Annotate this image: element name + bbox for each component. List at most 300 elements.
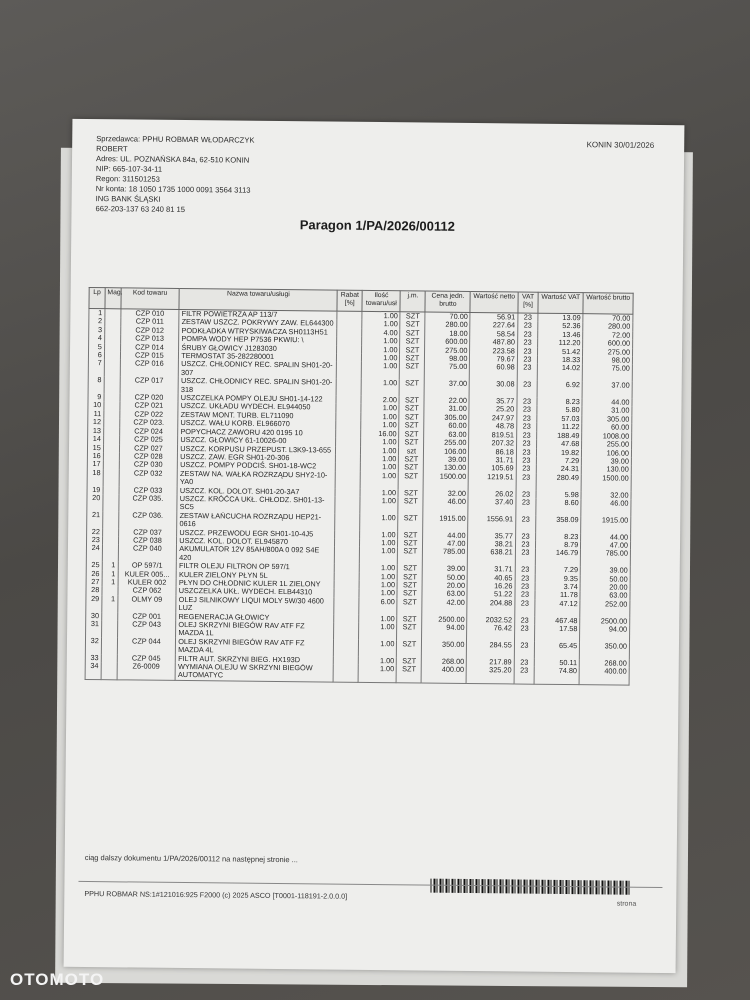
row-vat-value: 358.09 bbox=[536, 515, 581, 532]
row-price: 22.00 bbox=[424, 397, 469, 406]
row-mag bbox=[104, 410, 120, 419]
row-lp: 4 bbox=[89, 334, 105, 343]
row-vat-value: 18.33 bbox=[538, 356, 583, 365]
row-rabat bbox=[335, 547, 360, 564]
row-code: CZP 020 bbox=[120, 393, 179, 402]
row-rabat bbox=[336, 463, 361, 472]
row-price: 1915.00 bbox=[423, 514, 468, 531]
row-net: 35.77 bbox=[469, 397, 516, 406]
row-vat-value: 57.03 bbox=[537, 415, 582, 424]
row-mag bbox=[104, 360, 120, 377]
row-unit: SZT bbox=[397, 615, 422, 624]
row-lp: 25 bbox=[86, 561, 102, 570]
row-rabat bbox=[335, 497, 360, 514]
row-vat-value: 8.23 bbox=[537, 398, 582, 407]
row-mag bbox=[102, 528, 118, 537]
row-mag: 1 bbox=[102, 561, 118, 570]
row-qty: 1.00 bbox=[361, 404, 399, 413]
row-name: USZCZ. UKŁADU WYDECH. EL944050 bbox=[178, 402, 336, 412]
row-name: USZCZ. KOL. DOLOT. EL945870 bbox=[177, 537, 335, 547]
row-gross: 268.00 bbox=[580, 659, 630, 668]
row-name: USZCZ. CHŁODNICY REC. SPALIN SH01-20-318 bbox=[178, 377, 336, 395]
row-unit: SZT bbox=[399, 472, 424, 489]
row-mag bbox=[103, 494, 119, 511]
row-vat: 23 bbox=[518, 322, 538, 331]
row-lp: 18 bbox=[87, 469, 103, 486]
row-code: CZP 017 bbox=[120, 377, 179, 394]
row-price: 32.00 bbox=[423, 489, 468, 498]
row-vat-value: 14.02 bbox=[537, 364, 582, 381]
row-qty: 1.00 bbox=[362, 345, 400, 354]
row-price: 20.00 bbox=[422, 582, 467, 591]
row-lp: 33 bbox=[85, 654, 101, 663]
items-table bbox=[85, 287, 634, 686]
row-code: CZP 033 bbox=[119, 486, 178, 495]
row-gross: 400.00 bbox=[579, 667, 629, 685]
row-unit: SZT bbox=[398, 514, 423, 531]
row-vat: 23 bbox=[517, 414, 537, 423]
row-vat-value: 50.11 bbox=[534, 658, 579, 667]
row-unit: SZT bbox=[400, 329, 425, 338]
row-mag bbox=[103, 452, 119, 461]
row-name: USZCZELKA UKŁ. WYDECH. ELB44310 bbox=[176, 587, 334, 597]
row-net: 217.89 bbox=[467, 658, 514, 667]
seller-line: Regon: 311501253 bbox=[95, 174, 160, 184]
row-lp: 5 bbox=[89, 343, 105, 352]
row-price: 42.00 bbox=[422, 598, 467, 615]
row-vat: 23 bbox=[517, 364, 537, 381]
row-rabat bbox=[337, 328, 362, 337]
row-vat: 23 bbox=[514, 641, 534, 658]
row-gross: 31.00 bbox=[582, 407, 632, 416]
row-name: USZCZ. ZAW. EGR SH01-20-306 bbox=[178, 453, 336, 463]
row-name: FILTR POWIETRZA AP 113/7 bbox=[179, 309, 337, 320]
row-gross: 47.00 bbox=[581, 541, 631, 550]
row-code: CZP 040 bbox=[118, 545, 177, 562]
row-rabat bbox=[337, 311, 362, 320]
row-qty: 1.00 bbox=[359, 589, 397, 598]
row-rabat bbox=[333, 665, 358, 683]
row-qty: 1.00 bbox=[360, 463, 398, 472]
row-mag bbox=[104, 326, 120, 335]
row-qty: 1.00 bbox=[362, 354, 400, 363]
row-price: 94.00 bbox=[422, 624, 467, 641]
row-code: CZP 037 bbox=[118, 528, 177, 537]
row-net: 16.26 bbox=[467, 582, 514, 591]
col-header-code: Kod towaru bbox=[121, 288, 180, 310]
row-mag bbox=[105, 309, 121, 318]
row-name: OLEJ SKRZYNI BIEGÓW RAV ATF FZ MAZDA 1L bbox=[176, 621, 334, 639]
row-mag bbox=[105, 318, 121, 327]
row-lp: 13 bbox=[88, 427, 104, 436]
row-lp: 8 bbox=[88, 376, 104, 393]
row-code: CZP 015 bbox=[120, 351, 179, 360]
row-net: 86.18 bbox=[469, 447, 516, 456]
row-net: 30.08 bbox=[470, 380, 518, 397]
row-price: 400.00 bbox=[421, 666, 466, 684]
row-net: 37.40 bbox=[468, 498, 516, 515]
row-code: CZP 012 bbox=[120, 326, 179, 335]
row-mag bbox=[104, 393, 120, 402]
row-qty: 16.00 bbox=[361, 430, 399, 439]
row-qty: 1.00 bbox=[362, 311, 400, 320]
document-date: KONIN 30/01/2026 bbox=[586, 140, 655, 150]
row-gross: 1915.00 bbox=[581, 516, 631, 533]
row-mag: 1 bbox=[102, 570, 118, 579]
row-unit: SZT bbox=[399, 396, 424, 405]
row-gross: 98.00 bbox=[583, 356, 633, 365]
row-vat: 23 bbox=[516, 473, 536, 490]
row-qty: 1.00 bbox=[361, 362, 400, 379]
row-qty: 1.00 bbox=[360, 539, 398, 548]
row-mag bbox=[103, 435, 119, 444]
row-vat: 23 bbox=[515, 574, 535, 583]
row-rabat bbox=[335, 513, 360, 530]
row-net: 105.69 bbox=[469, 464, 516, 473]
row-code: CZP 025 bbox=[119, 435, 178, 444]
row-price: 46.00 bbox=[423, 497, 468, 514]
row-gross: 275.00 bbox=[583, 348, 633, 357]
row-net: 638.21 bbox=[468, 548, 516, 565]
row-lp: 26 bbox=[86, 570, 102, 579]
row-vat-value: 19.82 bbox=[537, 448, 582, 457]
row-rabat bbox=[334, 639, 359, 656]
row-vat-value: 11.78 bbox=[535, 591, 580, 600]
row-mag bbox=[102, 536, 118, 545]
row-vat-value: 8.60 bbox=[536, 499, 581, 516]
row-net: 76.42 bbox=[467, 624, 515, 641]
row-rabat bbox=[335, 539, 360, 548]
row-qty: 1.00 bbox=[358, 665, 397, 683]
row-gross: 1500.00 bbox=[581, 474, 631, 491]
row-net: 247.97 bbox=[469, 414, 516, 423]
row-lp: 14 bbox=[88, 435, 104, 444]
row-gross: 75.00 bbox=[583, 365, 633, 382]
row-name: ZESTAW MONT. TURB. EL711090 bbox=[178, 411, 336, 421]
row-gross: 94.00 bbox=[580, 625, 630, 642]
row-net: 26.02 bbox=[468, 490, 515, 499]
row-vat-value: 52.36 bbox=[538, 322, 583, 331]
row-code: CZP 027 bbox=[119, 444, 178, 453]
col-header-vat: VAT [%] bbox=[518, 292, 539, 313]
row-gross: 39.00 bbox=[582, 457, 632, 466]
row-rabat bbox=[337, 320, 362, 329]
row-qty: 1.00 bbox=[359, 564, 397, 573]
row-gross: 20.00 bbox=[580, 583, 630, 592]
row-mag: 1 bbox=[102, 578, 118, 587]
row-unit: SZT bbox=[400, 363, 425, 380]
row-code: CZP 001 bbox=[117, 612, 176, 621]
row-rabat bbox=[335, 471, 360, 488]
row-qty: 1.00 bbox=[361, 421, 399, 430]
row-gross: 44.00 bbox=[581, 533, 631, 542]
row-mag bbox=[101, 654, 117, 663]
col-header-name: Nazwa towaru/usługi bbox=[179, 288, 337, 311]
row-gross: 70.00 bbox=[583, 314, 633, 323]
row-name: ZESTAW NA. WAŁKA ROZRZĄDU SHY2-10-YA0 bbox=[177, 470, 335, 488]
row-lp: 2 bbox=[89, 317, 105, 326]
row-unit: SZT bbox=[397, 623, 422, 640]
row-qty: 1.00 bbox=[360, 455, 398, 464]
row-net: 223.58 bbox=[470, 347, 517, 356]
col-header-lp: Lp bbox=[89, 288, 105, 309]
row-name: USZCZ. KOL. DOLOT. SH01-20-3A7 bbox=[177, 486, 335, 496]
row-name: USZCZ. WAŁU KORB. EL966070 bbox=[178, 419, 336, 429]
row-rabat bbox=[336, 379, 361, 396]
row-qty: 1.00 bbox=[359, 623, 398, 640]
row-vat: 23 bbox=[517, 347, 537, 356]
row-name: USZCZ. KORPUSU PRZEPUST. L3K9-13-655 bbox=[178, 444, 336, 454]
row-gross: 39.00 bbox=[580, 566, 630, 575]
row-name: ZESTAW USZCZ. POKRYWY ZAW. EL644300 bbox=[179, 318, 337, 328]
row-name: PODKŁADKA WTRYSKIWACZA SH0113H51 bbox=[179, 327, 337, 337]
row-price: 18.00 bbox=[425, 329, 470, 338]
row-rabat bbox=[337, 345, 362, 354]
row-mag bbox=[103, 444, 119, 453]
seller-line: Sprzedawca: PPHU ROBMAR WŁODARCZYK bbox=[96, 134, 255, 145]
row-gross: 350.00 bbox=[580, 642, 630, 659]
col-header-rabat: Rabat [%] bbox=[337, 290, 362, 311]
row-rabat bbox=[336, 412, 361, 421]
row-net: 227.64 bbox=[470, 321, 517, 330]
row-gross: 280.00 bbox=[583, 323, 633, 332]
row-rabat bbox=[335, 530, 360, 539]
row-price: 50.00 bbox=[422, 573, 467, 582]
row-price: 47.00 bbox=[423, 539, 468, 548]
row-price: 785.00 bbox=[423, 548, 468, 565]
row-code: CZP 043 bbox=[117, 620, 176, 637]
row-qty: 1.00 bbox=[359, 572, 397, 581]
row-vat: 23 bbox=[515, 616, 535, 625]
row-code: KULER 005... bbox=[118, 570, 177, 579]
row-code: CZP 062 bbox=[118, 587, 177, 596]
row-gross: 32.00 bbox=[581, 491, 631, 500]
row-vat-value: 47.12 bbox=[535, 600, 580, 617]
seller-line: Adres: UL. POZNAŃSKA 84a, 62-510 KONIN bbox=[95, 154, 250, 165]
row-vat: 23 bbox=[518, 313, 538, 322]
row-code: CZP 032 bbox=[119, 469, 178, 486]
row-unit: SZT bbox=[399, 405, 424, 414]
row-rabat bbox=[336, 438, 361, 447]
row-mag bbox=[103, 427, 119, 436]
row-rabat bbox=[334, 623, 359, 640]
seller-line: ROBERT bbox=[96, 144, 128, 154]
row-vat-value: 47.68 bbox=[537, 440, 582, 449]
row-lp: 7 bbox=[88, 359, 104, 376]
row-vat: 23 bbox=[515, 515, 535, 532]
row-qty: 1.00 bbox=[360, 514, 399, 531]
row-net: 819.51 bbox=[469, 431, 516, 440]
row-mag bbox=[104, 343, 120, 352]
row-rabat bbox=[336, 455, 361, 464]
row-gross: 1008.00 bbox=[582, 432, 632, 441]
row-mag bbox=[101, 637, 117, 654]
row-rabat bbox=[334, 656, 359, 665]
row-rabat bbox=[334, 614, 359, 623]
program-info: PPHU ROBMAR NS:1#121016:925 F2000 (c) 2025 ASCO [T0001-118191-2.0.0.0] bbox=[84, 888, 348, 901]
row-gross: 44.00 bbox=[582, 398, 632, 407]
row-vat: 23 bbox=[516, 456, 536, 465]
row-lp: 21 bbox=[87, 511, 103, 528]
row-vat-value: 17.58 bbox=[535, 625, 580, 642]
row-vat: 23 bbox=[515, 540, 535, 549]
row-unit: SZT bbox=[397, 598, 422, 615]
row-vat: 23 bbox=[516, 498, 536, 515]
row-qty: 1.00 bbox=[358, 640, 397, 657]
row-mag bbox=[104, 418, 120, 427]
row-vat-value: 7.29 bbox=[535, 566, 580, 575]
row-rabat bbox=[335, 564, 360, 573]
row-vat: 23 bbox=[515, 582, 535, 591]
row-qty: 1.00 bbox=[361, 446, 399, 455]
row-vat-value: 13.46 bbox=[538, 331, 583, 340]
row-name: FILTR OLEJU FILTRON OP 597/1 bbox=[177, 562, 335, 572]
row-qty: 1.00 bbox=[360, 497, 399, 514]
row-lp: 6 bbox=[88, 351, 104, 360]
row-vat-value: 11.22 bbox=[537, 423, 582, 432]
row-lp: 11 bbox=[88, 410, 104, 419]
seller-line: 662-203-137 63 240 81 15 bbox=[95, 204, 186, 215]
row-mag bbox=[102, 612, 118, 621]
row-lp: 3 bbox=[89, 326, 105, 335]
row-code: CZP 021 bbox=[120, 402, 179, 411]
seller-line: ING BANK ŚLĄSKI bbox=[95, 194, 161, 204]
row-net: 60.98 bbox=[470, 363, 518, 380]
row-qty: 1.00 bbox=[359, 614, 397, 623]
row-mag bbox=[103, 469, 119, 486]
row-lp: 10 bbox=[88, 401, 104, 410]
document-title: Paragon 1/PA/2026/00112 bbox=[299, 217, 455, 234]
row-unit: SZT bbox=[400, 380, 425, 397]
row-vat-value: 51.42 bbox=[538, 347, 583, 356]
row-price: 70.00 bbox=[425, 312, 470, 321]
row-code: CZP 028 bbox=[119, 452, 178, 461]
row-price: 255.00 bbox=[424, 439, 469, 448]
seller-line: NIP: 665-107-34-11 bbox=[95, 164, 163, 174]
row-net: 56.91 bbox=[470, 312, 517, 321]
row-rabat bbox=[336, 396, 361, 405]
row-vat: 23 bbox=[516, 465, 536, 474]
row-price: 63.00 bbox=[424, 430, 469, 439]
row-lp: 29 bbox=[86, 595, 102, 612]
row-unit: SZT bbox=[397, 590, 422, 599]
row-unit: SZT bbox=[397, 657, 422, 666]
row-lp: 23 bbox=[87, 536, 103, 545]
row-lp: 32 bbox=[85, 637, 101, 654]
row-code: CZP 035. bbox=[118, 494, 177, 511]
row-price: 75.00 bbox=[425, 363, 470, 380]
col-header-qty: Ilość towaru/usł bbox=[362, 290, 401, 311]
row-name: ŚRUBY GŁOWICY J1283030 bbox=[179, 344, 337, 354]
row-code: CZP 022 bbox=[119, 410, 178, 419]
row-rabat bbox=[336, 421, 361, 430]
row-rabat bbox=[336, 446, 361, 455]
row-vat-value: 13.09 bbox=[538, 313, 583, 322]
row-price: 275.00 bbox=[425, 346, 470, 355]
row-unit: SZT bbox=[398, 497, 423, 514]
row-rabat bbox=[337, 337, 362, 346]
row-rabat bbox=[336, 429, 361, 438]
row-vat-value: 74.80 bbox=[534, 667, 579, 685]
row-lp: 28 bbox=[86, 586, 102, 595]
col-header-net: Wartość netto bbox=[470, 291, 518, 312]
row-lp: 30 bbox=[86, 612, 102, 621]
row-qty: 6.00 bbox=[359, 598, 398, 615]
row-code: CZP 010 bbox=[120, 309, 179, 319]
row-vat: 23 bbox=[516, 490, 536, 499]
row-qty: 1.00 bbox=[361, 438, 399, 447]
row-unit: SZT bbox=[400, 346, 425, 355]
row-vat-value: 65.45 bbox=[534, 642, 579, 659]
row-lp: 31 bbox=[86, 620, 102, 637]
row-vat-value: 6.92 bbox=[537, 381, 582, 398]
row-vat: 23 bbox=[514, 658, 534, 667]
row-qty: 1.00 bbox=[359, 581, 397, 590]
row-vat: 23 bbox=[516, 431, 536, 440]
seller-line: Nr konta: 18 1050 1735 1000 0091 3564 3113 bbox=[95, 184, 251, 195]
row-unit: SZT bbox=[400, 312, 425, 321]
row-net: 58.54 bbox=[470, 330, 517, 339]
row-gross: 2500.00 bbox=[580, 617, 630, 626]
row-vat: 23 bbox=[517, 356, 537, 365]
row-code: OP 597/1 bbox=[118, 562, 177, 571]
row-rabat bbox=[334, 581, 359, 590]
row-unit: SZT bbox=[399, 464, 424, 473]
row-net: 51.22 bbox=[467, 590, 514, 599]
row-unit: SZT bbox=[398, 531, 423, 540]
row-code: OLMY 09 bbox=[117, 595, 176, 612]
row-qty: 1.00 bbox=[362, 320, 400, 329]
row-name: POMPA WODY HEP P7536 PKWIU: \ bbox=[179, 335, 337, 345]
row-unit: SZT bbox=[399, 422, 424, 431]
row-unit: SZT bbox=[400, 321, 425, 330]
row-unit: SZT bbox=[400, 354, 425, 363]
col-header-gross: Wartość brutto bbox=[583, 293, 633, 315]
row-lp: 27 bbox=[86, 578, 102, 587]
row-mag bbox=[102, 545, 118, 562]
row-unit: SZT bbox=[399, 413, 424, 422]
continuation-note: ciąg dalszy dokumentu 1/PA/2026/00112 na następnej stronie ... bbox=[84, 852, 298, 865]
row-qty: 1.00 bbox=[362, 337, 400, 346]
row-mag bbox=[104, 402, 120, 411]
row-gross: 50.00 bbox=[580, 575, 630, 584]
row-net: 35.77 bbox=[468, 532, 515, 541]
row-qty: 1.00 bbox=[361, 379, 400, 396]
row-qty: 1.00 bbox=[358, 656, 396, 665]
row-mag bbox=[101, 620, 117, 637]
row-code: CZP 023. bbox=[119, 419, 178, 428]
row-name: REGENERACJA GŁOWICY bbox=[176, 613, 334, 623]
row-qty: 2.00 bbox=[361, 396, 399, 405]
row-price: 2500.00 bbox=[422, 615, 467, 624]
row-vat: 23 bbox=[516, 448, 536, 457]
row-vat: 23 bbox=[516, 440, 536, 449]
row-net: 487.80 bbox=[470, 338, 517, 347]
row-gross: 37.00 bbox=[582, 381, 632, 398]
row-rabat bbox=[334, 572, 359, 581]
row-unit: SZT bbox=[399, 438, 424, 447]
row-code: CZP 016 bbox=[120, 360, 179, 377]
row-price: 60.00 bbox=[424, 422, 469, 431]
page-label: strona bbox=[616, 900, 637, 908]
row-gross: 255.00 bbox=[582, 440, 632, 449]
row-code: CZP 024 bbox=[119, 427, 178, 436]
row-code: CZP 038 bbox=[118, 536, 177, 545]
row-lp: 22 bbox=[87, 528, 103, 537]
row-lp: 20 bbox=[87, 494, 103, 511]
row-rabat bbox=[335, 488, 360, 497]
row-price: 305.00 bbox=[424, 413, 469, 422]
